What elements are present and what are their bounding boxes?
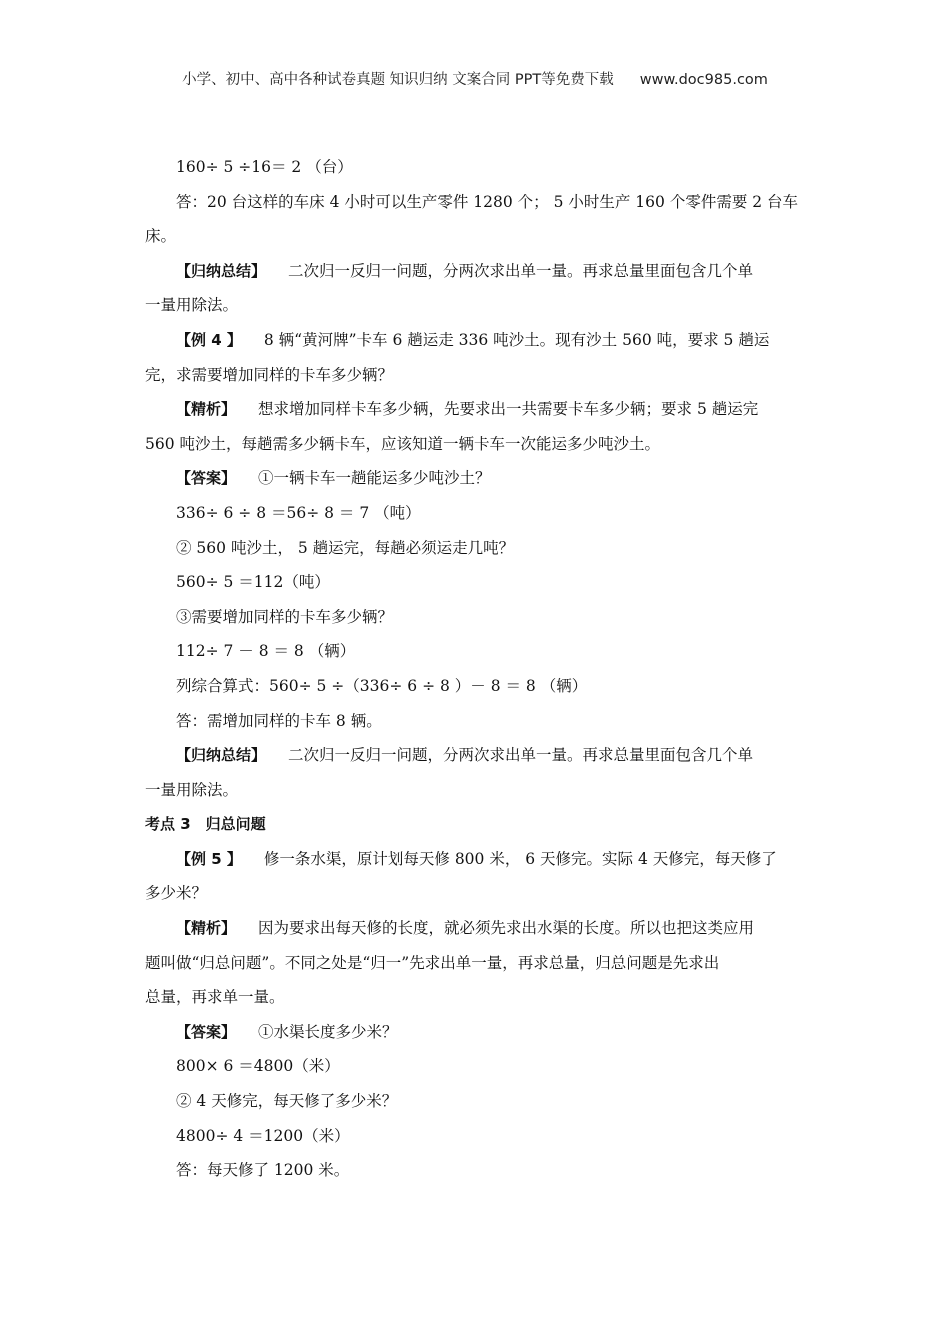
line-text: 答：每天修了 1200 米。 [176, 1161, 350, 1180]
text-line [145, 565, 807, 600]
text-line [145, 842, 807, 877]
line-text: 112÷ 7 － 8 ＝ 8 （辆） [176, 642, 356, 661]
text-line [145, 669, 807, 704]
text-line [145, 1015, 807, 1050]
text-line [145, 358, 807, 393]
text-line [145, 496, 807, 531]
text-line [145, 531, 807, 566]
page-header [0, 68, 950, 89]
document-body [145, 150, 807, 1188]
text-line [145, 1049, 807, 1084]
line-label: 【归纳总结】 [176, 261, 267, 280]
line-text: ② 560 吨沙土， 5 趟运完，每趟必须运走几吨？ [176, 538, 515, 557]
text-line [145, 704, 807, 739]
line-text: 560÷ 5 ＝112（吨） [176, 573, 330, 592]
line-text: 完，求需要增加同样的卡车多少辆？ [145, 365, 394, 384]
line-label: 【例 5 】 [176, 849, 242, 868]
line-text: 总量，再求单一量。 [145, 988, 285, 1007]
line-text: 二次归一反归一问题，分两次求出单一量。再求总量里面包含几个单 [288, 746, 754, 765]
line-label: 【精析】 [176, 400, 237, 419]
text-line [145, 1084, 807, 1119]
text-line [145, 150, 807, 185]
text-line [145, 392, 807, 427]
line-label: 【归纳总结】 [176, 746, 267, 765]
line-text: 4800÷ 4 ＝1200（米） [176, 1126, 350, 1145]
text-line [145, 461, 807, 496]
line-label: 【答案】 [176, 469, 237, 488]
line-text: ①一辆卡车一趟能运多少吨沙土？ [258, 469, 491, 488]
text-line [145, 185, 807, 220]
line-text: 考点 3 归总问题 [145, 815, 266, 834]
line-text: ② 4 天修完，每天修了多少米？ [176, 1092, 398, 1111]
line-text: 800× 6 ＝4800（米） [176, 1057, 340, 1076]
line-text: 因为要求出每天修的长度，就必须先求出水渠的长度。所以也把这类应用 [258, 919, 755, 938]
header-site-link[interactable]: www.doc985.com [639, 72, 768, 88]
line-text: 答：需增加同样的卡车 8 辆。 [176, 711, 382, 730]
section-heading [145, 807, 807, 842]
line-text: ①水渠长度多少米？ [258, 1022, 398, 1041]
text-line [145, 288, 807, 323]
text-line [145, 911, 807, 946]
line-label: 【例 4 】 [176, 330, 242, 349]
text-line [145, 254, 807, 289]
line-text: 二次归一反归一问题，分两次求出单一量。再求总量里面包含几个单 [288, 261, 754, 280]
text-line [145, 1119, 807, 1154]
line-label: 【精析】 [176, 919, 237, 938]
line-text: 修一条水渠，原计划每天修 800 米， 6 天修完。实际 4 天修完，每天修了 [263, 849, 777, 868]
text-line [145, 634, 807, 669]
line-text: 多少米？ [145, 884, 208, 903]
text-line [145, 946, 807, 981]
text-line [145, 219, 807, 254]
text-line [145, 600, 807, 635]
line-text: ③需要增加同样的卡车多少辆？ [176, 607, 394, 626]
line-text: 列综合算式：560÷ 5 ÷（336÷ 6 ÷ 8 ）－ 8 ＝ 8 （辆） [176, 676, 588, 695]
line-text: 160÷ 5 ÷16＝ 2 （台） [176, 158, 353, 176]
header-text: 小学、初中、高中各种试卷真题 知识归纳 文案合同 PPT等免费下载 [182, 72, 614, 88]
line-text: 一量用除法。 [145, 780, 239, 799]
text-line [145, 323, 807, 358]
line-text: 床。 [145, 227, 177, 246]
line-text: 8 辆“黄河牌”卡车 6 趟运走 336 吨沙土。现有沙土 560 吨，要求 5 趟运 [263, 330, 770, 349]
line-text: 560 吨沙土，每趟需多少辆卡车，应该知道一辆卡车一次能运多少吨沙土。 [145, 434, 661, 453]
text-line [145, 427, 807, 462]
text-line [145, 876, 807, 911]
line-text: 336÷ 6 ÷ 8 ＝56÷ 8 ＝ 7 （吨） [176, 503, 421, 522]
line-text: 想求增加同样卡车多少辆，先要求出一共需要卡车多少辆；要求 5 趟运完 [258, 400, 759, 419]
line-text: 答：20 台这样的车床 4 小时可以生产零件 1280 个； 5 小时生产 160 个零件需要 2 台车 [176, 192, 799, 211]
line-text: 一量用除法。 [145, 296, 239, 315]
text-line [145, 980, 807, 1015]
text-line [145, 738, 807, 773]
line-text: 题叫做“归总问题”。不同之处是“归一”先求出单一量，再求总量，归总问题是先求出 [145, 953, 720, 972]
text-line [145, 1153, 807, 1188]
line-label: 【答案】 [176, 1022, 237, 1041]
text-line [145, 773, 807, 808]
